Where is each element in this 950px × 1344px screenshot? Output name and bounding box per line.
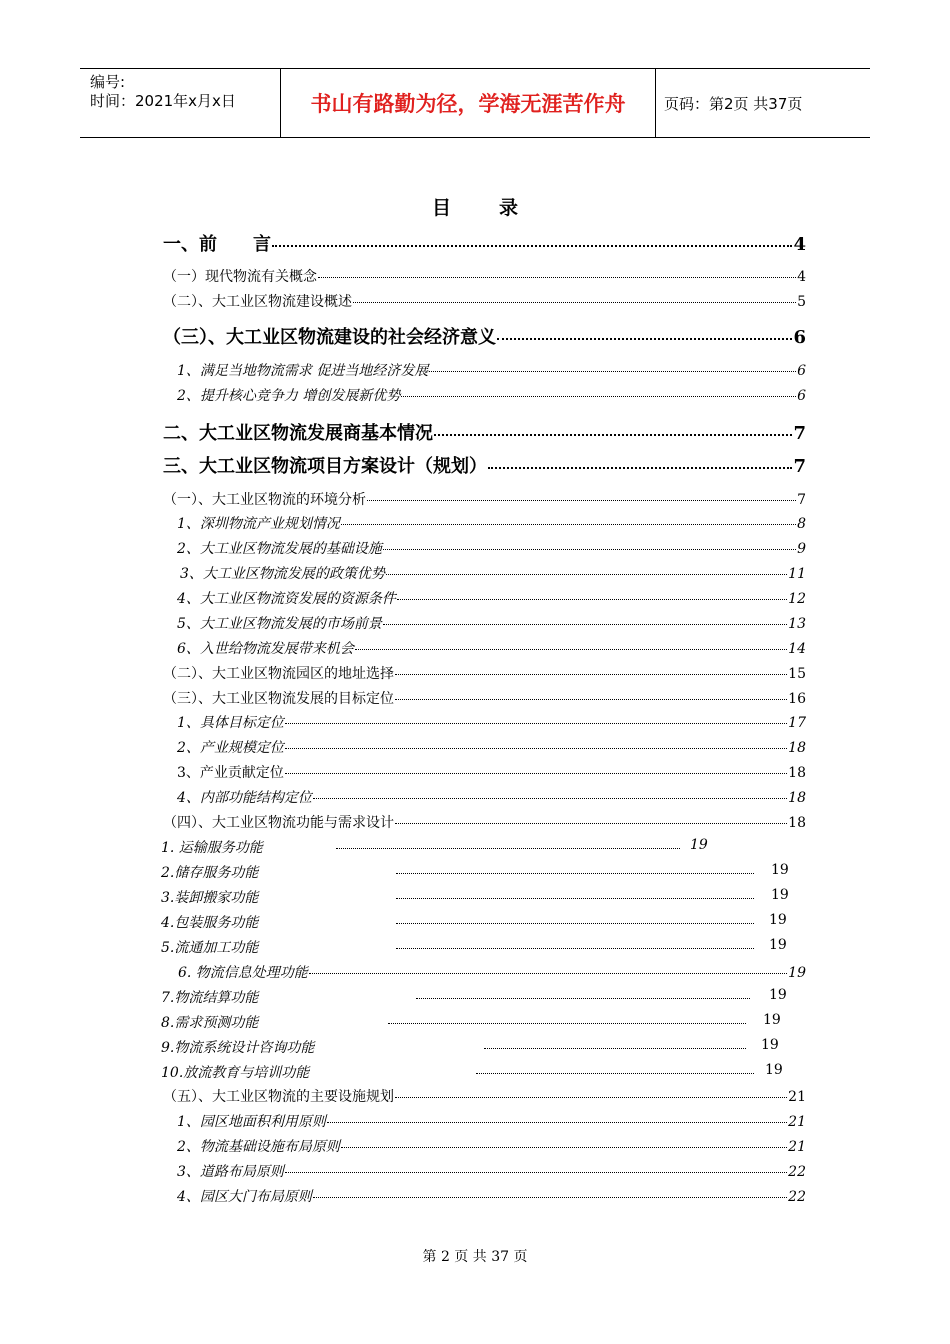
toc-entry-text: （一）现代物流有关概念 bbox=[163, 269, 317, 285]
toc-entry-page: 6 bbox=[797, 388, 806, 404]
toc-entry-page: 4 bbox=[793, 234, 806, 255]
toc-entry[interactable] bbox=[177, 360, 806, 380]
toc-entry-page: 21 bbox=[788, 1139, 806, 1155]
toc-entry[interactable] bbox=[177, 787, 806, 807]
toc-entry[interactable] bbox=[163, 266, 806, 286]
toc-entry-page: 19 bbox=[771, 887, 789, 903]
toc-entry-text: （五）、大工业区物流的主要设施规划 bbox=[163, 1089, 394, 1105]
toc-entry-page: 19 bbox=[763, 1012, 781, 1028]
toc-entry-text: 2、提升核心竞争力 增创发展新优势 bbox=[177, 388, 401, 404]
toc-entry-text: 4、园区大门布局原则 bbox=[177, 1189, 312, 1205]
toc-entry-page: 4 bbox=[797, 269, 806, 285]
toc-entry[interactable] bbox=[177, 513, 806, 533]
header-motto: 书山有路勤为径，学海无涯苦作舟 bbox=[280, 69, 656, 137]
toc-title bbox=[0, 193, 950, 220]
toc-entry-page: 18 bbox=[788, 740, 806, 756]
toc-entry-page: 9 bbox=[797, 541, 806, 557]
toc-entry[interactable] bbox=[163, 291, 806, 311]
toc-entry-text[interactable]: 9.物流系统设计咨询功能 bbox=[161, 1040, 315, 1056]
toc-entry-page: 7 bbox=[797, 492, 806, 508]
toc-entry-text: 3、道路布局原则 bbox=[177, 1164, 284, 1180]
toc-entry-page: 19 bbox=[769, 912, 787, 928]
toc-entry-text[interactable]: 1. 运输服务功能 bbox=[161, 840, 263, 856]
toc-entry-text[interactable]: 10.放流教育与培训功能 bbox=[161, 1065, 310, 1081]
page-footer: 第 2 页 共 37 页 bbox=[422, 1249, 528, 1265]
toc-entry-page: 19 bbox=[788, 965, 806, 981]
toc-entry-page: 17 bbox=[788, 715, 806, 731]
toc-entry[interactable] bbox=[177, 712, 806, 732]
toc-entry-text: 1、具体目标定位 bbox=[177, 715, 284, 731]
toc-entry[interactable] bbox=[163, 489, 806, 509]
page-header bbox=[80, 68, 870, 138]
toc-entry-page: 13 bbox=[788, 616, 806, 632]
toc-entry-text[interactable]: 4.包装服务功能 bbox=[161, 915, 259, 931]
toc-entry[interactable] bbox=[163, 323, 806, 349]
toc-entry-text: 4、内部功能结构定位 bbox=[177, 790, 312, 806]
toc-entry-text: 一、前 言 bbox=[163, 234, 271, 255]
toc-entry-text: （二）、大工业区物流园区的地址选择 bbox=[163, 666, 394, 682]
toc-title-right: 录 bbox=[499, 197, 519, 219]
toc-entry-page: 12 bbox=[788, 591, 806, 607]
toc-entry-page: 19 bbox=[771, 862, 789, 878]
toc-entry-page: 18 bbox=[788, 765, 806, 781]
toc-entry-page: 16 bbox=[788, 691, 806, 707]
toc-entry-text[interactable]: 5.流通加工功能 bbox=[161, 940, 259, 956]
toc-entry-text: 1、满足当地物流需求 促进当地经济发展 bbox=[177, 363, 429, 379]
toc-entry-page: 19 bbox=[769, 987, 787, 1003]
toc-title-left: 目 bbox=[431, 197, 451, 219]
toc-entry-text[interactable]: 8.需求预测功能 bbox=[161, 1015, 259, 1031]
toc-entry[interactable] bbox=[177, 613, 806, 633]
toc-entry[interactable] bbox=[177, 1136, 806, 1156]
toc-entry-page: 21 bbox=[788, 1089, 806, 1105]
toc-entry-page: 11 bbox=[788, 566, 806, 582]
toc-entry-text: （四）、大工业区物流功能与需求设计 bbox=[163, 815, 394, 831]
toc-entry-text: （二）、大工业区物流建设概述 bbox=[163, 294, 352, 310]
toc-entry-text[interactable]: 3.装卸搬家功能 bbox=[161, 890, 259, 906]
toc-entry[interactable] bbox=[163, 419, 806, 445]
toc-entry-page: 18 bbox=[788, 790, 806, 806]
toc-entry-text: 3、大工业区物流发展的政策优势 bbox=[180, 566, 385, 582]
header-meta bbox=[90, 73, 236, 111]
toc-entry-page: 6 bbox=[793, 327, 806, 348]
toc-entry-page: 5 bbox=[797, 294, 806, 310]
toc-entry[interactable] bbox=[163, 663, 806, 683]
toc-entry-text: 5、大工业区物流发展的市场前景 bbox=[177, 616, 382, 632]
toc-entry[interactable] bbox=[177, 538, 806, 558]
toc-entry[interactable] bbox=[177, 1161, 806, 1181]
toc-entry-page: 15 bbox=[788, 666, 806, 682]
date-label: 时间：2021年x月x日 bbox=[90, 92, 236, 110]
toc-entry-text: 2、产业规模定位 bbox=[177, 740, 284, 756]
toc-entry[interactable] bbox=[180, 563, 806, 583]
toc-entry-text: 6. 物流信息处理功能 bbox=[178, 965, 308, 981]
toc-entry[interactable] bbox=[177, 1111, 806, 1131]
toc-entry-page: 19 bbox=[761, 1037, 779, 1053]
toc-entry-text: 二、大工业区物流发展商基本情况 bbox=[163, 423, 433, 444]
toc-entry-page: 8 bbox=[797, 516, 806, 532]
toc-entry[interactable] bbox=[163, 812, 806, 832]
toc-entry[interactable] bbox=[163, 1086, 806, 1106]
number-label: 编号: bbox=[90, 73, 126, 91]
toc-entry-text: 3、产业贡献定位 bbox=[177, 765, 284, 781]
header-page-info: 页码：第2页 共37页 bbox=[664, 94, 803, 113]
toc-entry-page: 7 bbox=[793, 423, 806, 444]
toc-entry-text: （一）、大工业区物流的环境分析 bbox=[163, 492, 366, 508]
toc-entry[interactable] bbox=[177, 762, 806, 782]
toc-entry-page: 22 bbox=[788, 1189, 806, 1205]
toc-entry-page: 19 bbox=[690, 837, 708, 853]
toc-entry[interactable] bbox=[177, 638, 806, 658]
toc-entry-page: 18 bbox=[788, 815, 806, 831]
toc-entry[interactable] bbox=[163, 688, 806, 708]
toc-entry-text: （三）、大工业区物流建设的社会经济意义 bbox=[163, 327, 496, 348]
toc-entry-page: 22 bbox=[788, 1164, 806, 1180]
toc-entry[interactable] bbox=[177, 737, 806, 757]
toc-entry-text: 三、大工业区物流项目方案设计（规划） bbox=[163, 456, 487, 477]
toc-entry[interactable] bbox=[178, 962, 806, 982]
toc-entry-text: （三）、大工业区物流发展的目标定位 bbox=[163, 691, 394, 707]
toc-entry-page: 14 bbox=[788, 641, 806, 657]
toc-entry-text[interactable]: 7.物流结算功能 bbox=[161, 990, 259, 1006]
toc-entry-text: 1、深圳物流产业规划情况 bbox=[177, 516, 340, 532]
toc-entry-page: 21 bbox=[788, 1114, 806, 1130]
toc-entry-text: 4、大工业区物流资发展的资源条件 bbox=[177, 591, 396, 607]
toc-entry-text: 2、物流基础设施布局原则 bbox=[177, 1139, 340, 1155]
toc-entry-page: 19 bbox=[765, 1062, 783, 1078]
toc-entry[interactable] bbox=[177, 385, 806, 405]
toc-entry[interactable] bbox=[177, 588, 806, 608]
toc-entry-page: 19 bbox=[769, 937, 787, 953]
toc-entry[interactable] bbox=[163, 230, 806, 256]
toc-entry-text: 2、大工业区物流发展的基础设施 bbox=[177, 541, 382, 557]
toc-entry-text[interactable]: 2.储存服务功能 bbox=[161, 865, 259, 881]
toc-entry-page: 6 bbox=[797, 363, 806, 379]
toc-entry[interactable] bbox=[163, 452, 806, 478]
toc-entry-text: 1、园区地面积利用原则 bbox=[177, 1114, 326, 1130]
toc-entry[interactable] bbox=[177, 1186, 806, 1206]
toc-entry-page: 7 bbox=[793, 456, 806, 477]
toc-entry-text: 6、入世给物流发展带来机会 bbox=[177, 641, 354, 657]
